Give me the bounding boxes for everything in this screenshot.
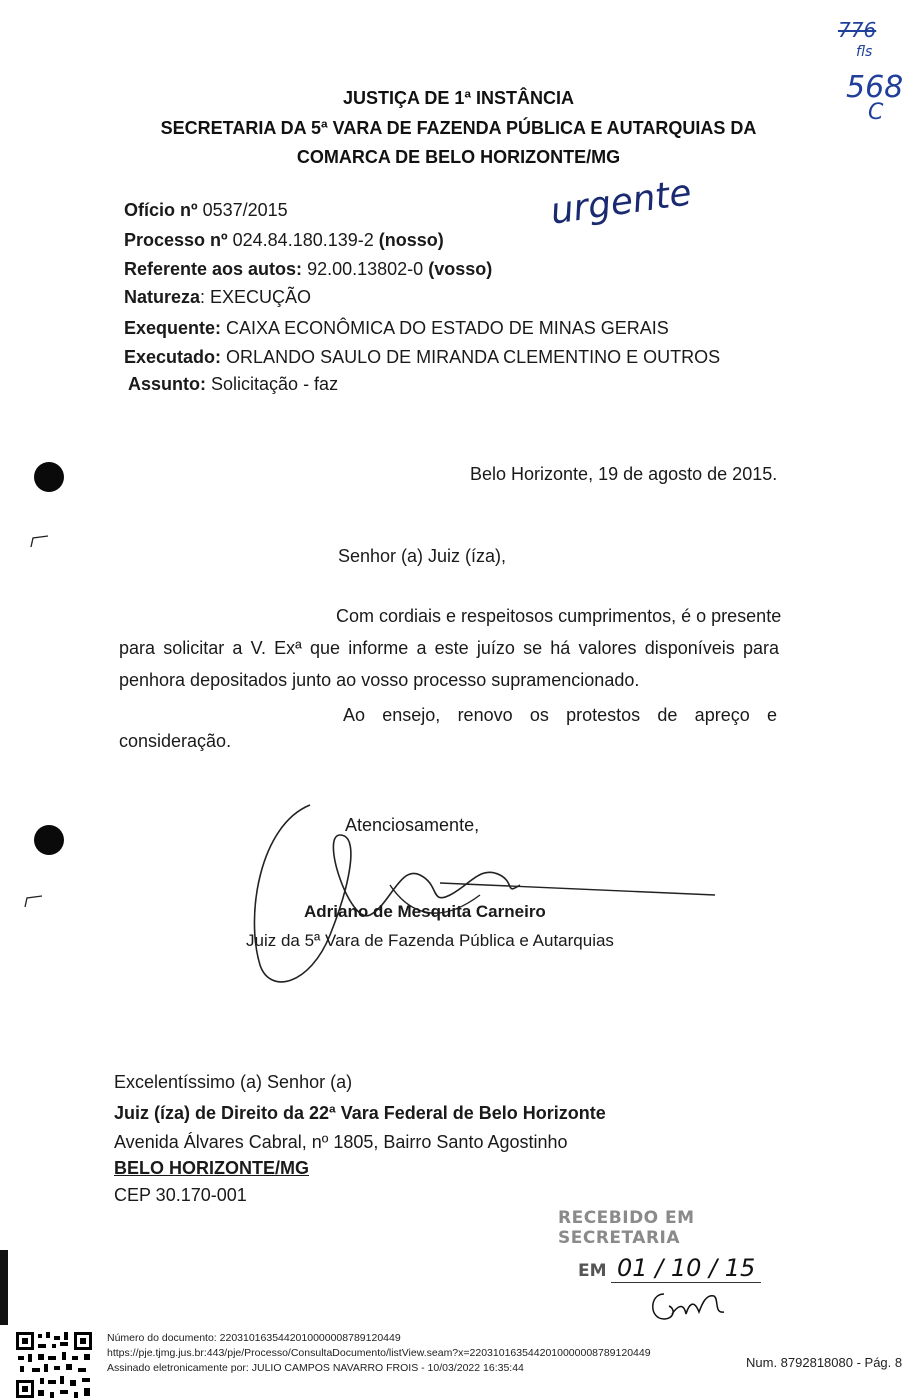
natureza-line [124,287,311,308]
footer-info [107,1331,651,1376]
executado-label: Executado: [124,347,222,367]
referente-label: Referente aos autos: [124,259,303,279]
paragraph1-line2: para solicitar a V. Exª que informe a este juízo se há valores disponíveis para [119,638,779,658]
paragraph1-line1: Com cordiais e respeitosos cumprimentos, é o presente [336,606,782,626]
recipient-cep: CEP 30.170-001 [114,1185,247,1205]
stamp-date-line [578,1254,808,1282]
executado-line [124,347,720,368]
natureza-label: Natureza [124,287,201,307]
court-name: JUSTIÇA DE 1ª INSTÂNCIA [342,88,575,108]
urgent-note: urgente [548,172,695,233]
processo-suffix: (nosso) [378,230,444,250]
referente-line [124,259,492,280]
executado-value: ORLANDO SAULO DE MIRANDA CLEMENTINO E OUTROS [226,347,721,367]
received-stamp [558,1208,808,1329]
oficio-line [124,200,288,221]
salutation: Senhor (a) Juiz (íza), [338,546,507,566]
recipient-court: Juiz (íza) de Direito da 22ª Vara Federal de Belo Horizonte [114,1103,606,1123]
processo-label: Processo nº [124,230,228,250]
signer-name: Adriano de Mesquita Carneiro [304,902,546,921]
footer-url: https://pje.tjmg.jus.br:443/pje/Processo/ConsultaDocumento/listView.seam?x=22031016354420100000087891204​49 [107,1347,651,1359]
oficio-value: 0537/2015 [202,200,288,220]
stamp-date: 01 / 10 / 15 [611,1254,761,1283]
handwritten-page-number: 568 [846,70,904,105]
processo-value: 024.84.180.139-2 [232,230,374,250]
punch-hole-top [34,462,64,492]
footer-page-ref: Num. 8792818080 - Pág. 8 [746,1355,903,1370]
stamp-initials [644,1284,734,1324]
signer-role: Juiz da 5ª Vara de Fazenda Pública e Autarquias [246,931,614,950]
closing: Atenciosamente, [345,815,480,835]
assunto-line [128,374,338,395]
recipient-title: Excelentíssimo (a) Senhor (a) [114,1072,353,1092]
scan-edge [0,1250,8,1325]
recipient-city: BELO HORIZONTE/MG [114,1158,309,1178]
assunto-value: Solicitação - faz [211,374,339,394]
processo-line [124,230,444,251]
exequente-line [124,318,669,339]
footer-signed: Assinado eletronicamente por: JULIO CAMPOS NAVARRO FROIS - 10/03/2022 16:35:44 [107,1362,524,1374]
qr-code [14,1330,94,1400]
paragraph2-line2: consideração. [119,731,232,751]
referente-suffix: (vosso) [428,259,493,279]
punch-hole-bottom [34,825,64,855]
struck-page-number: 776 [838,18,877,42]
footer-doc-number: Número do documento: 22031016354420100000087891204​49 [107,1332,401,1344]
stamp-title: RECEBIDO EM SECRETARIA [558,1208,695,1248]
date-line: Belo Horizonte, 19 de agosto de 2015. [470,464,778,484]
exequente-label: Exequente: [124,318,222,338]
stamp-prefix: EM [578,1261,607,1281]
assunto-label: Assunto: [128,374,206,394]
paragraph2-line1: Ao ensejo, renovo os protestos de apreço e [343,705,777,725]
oficio-label: Ofício nº [124,200,198,220]
page-fls-note: fls [856,44,873,60]
margin-mark-bottom [22,892,52,912]
exequente-value: CAIXA ECONÔMICA DO ESTADO DE MINAS GERAIS [226,318,669,338]
recipient-address: Avenida Álvares Cabral, nº 1805, Bairro Santo Agostinho [114,1132,568,1152]
referente-value: 92.00.13802-0 [307,259,424,279]
paragraph1-line3: penhora depositados junto ao vosso processo supramencionado. [119,670,640,690]
natureza-value: : EXECUÇÃO [200,287,312,307]
margin-mark-top [28,532,58,552]
secretariat-name: SECRETARIA DA 5ª VARA DE FAZENDA PÚBLICA E AUTARQUIAS DA [160,118,757,138]
comarca-name: COMARCA DE BELO HORIZONTE/MG [296,147,621,167]
handwritten-signature [240,795,720,1005]
handwritten-page-suffix: C [868,100,884,125]
